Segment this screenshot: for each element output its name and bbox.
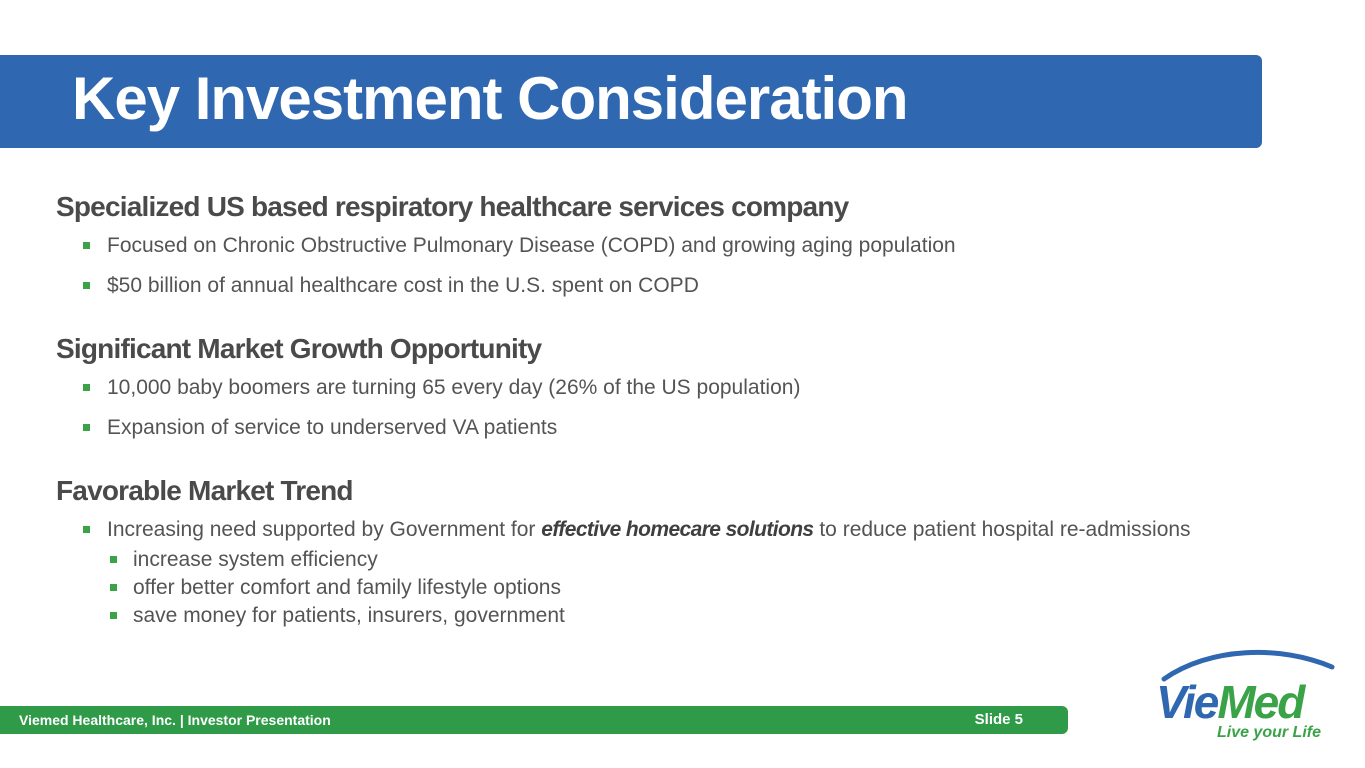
section-heading: Significant Market Growth Opportunity <box>56 333 542 364</box>
sub-bullet-item <box>56 602 1346 630</box>
logo-wordmark <box>1156 676 1306 728</box>
bullet-item <box>56 368 1346 408</box>
section-heading: Favorable Market Trend <box>56 475 353 506</box>
bullet-item <box>56 226 1346 266</box>
logo-wordmark-med: Med <box>1217 676 1304 728</box>
square-bullet-icon <box>83 242 90 249</box>
footer-company-label: Viemed Healthcare, Inc. | Investor Presentation <box>19 712 331 728</box>
square-bullet-icon <box>110 556 117 563</box>
sub-bullet-item <box>56 574 1346 602</box>
bullet-text: Focused on Chronic Obstructive Pulmonary Disease (COPD) and growing aging population <box>107 234 956 257</box>
slide-title: Key Investment Consideration <box>72 65 908 132</box>
logo-wordmark-vie: Vie <box>1156 676 1218 728</box>
sub-bullet-item <box>56 546 1346 574</box>
section-market-growth <box>56 330 1346 448</box>
section-market-trend <box>56 472 1346 630</box>
sub-bullet-text: save money for patients, insurers, government <box>133 604 565 627</box>
bullet-text: 10,000 baby boomers are turning 65 every day (26% of the US population) <box>107 376 801 399</box>
section-specialized <box>56 188 1346 306</box>
viemed-logo <box>1150 645 1340 745</box>
bullet-text: $50 billion of annual healthcare cost in the U.S. spent on COPD <box>107 274 699 297</box>
bullet-emphasis: effective homecare solutions <box>541 518 814 541</box>
bullet-text-after: to reduce patient hospital re-admissions <box>813 518 1191 541</box>
bullet-item <box>56 408 1346 448</box>
sub-bullet-text: increase system efficiency <box>133 548 378 571</box>
sub-bullet-list <box>56 546 1346 630</box>
square-bullet-icon <box>83 282 90 289</box>
footer-bar <box>0 706 1068 734</box>
slide-number: Slide 5 <box>974 711 1023 728</box>
square-bullet-icon <box>110 584 117 591</box>
bullet-item <box>56 266 1346 306</box>
slide-content <box>56 188 1346 630</box>
section-heading: Specialized US based respiratory healthcare services company <box>56 191 849 222</box>
logo-tagline: Live your Life <box>1216 724 1321 741</box>
square-bullet-icon <box>83 384 90 391</box>
bullet-text-before: Increasing need supported by Government for <box>107 518 542 541</box>
square-bullet-icon <box>83 526 90 533</box>
bullet-item <box>56 510 1346 550</box>
sub-bullet-text: offer better comfort and family lifestyle options <box>133 576 561 599</box>
square-bullet-icon <box>110 612 117 619</box>
bullet-text: Expansion of service to underserved VA patients <box>107 416 558 439</box>
square-bullet-icon <box>83 424 90 431</box>
logo-swoosh-icon <box>1164 652 1332 679</box>
